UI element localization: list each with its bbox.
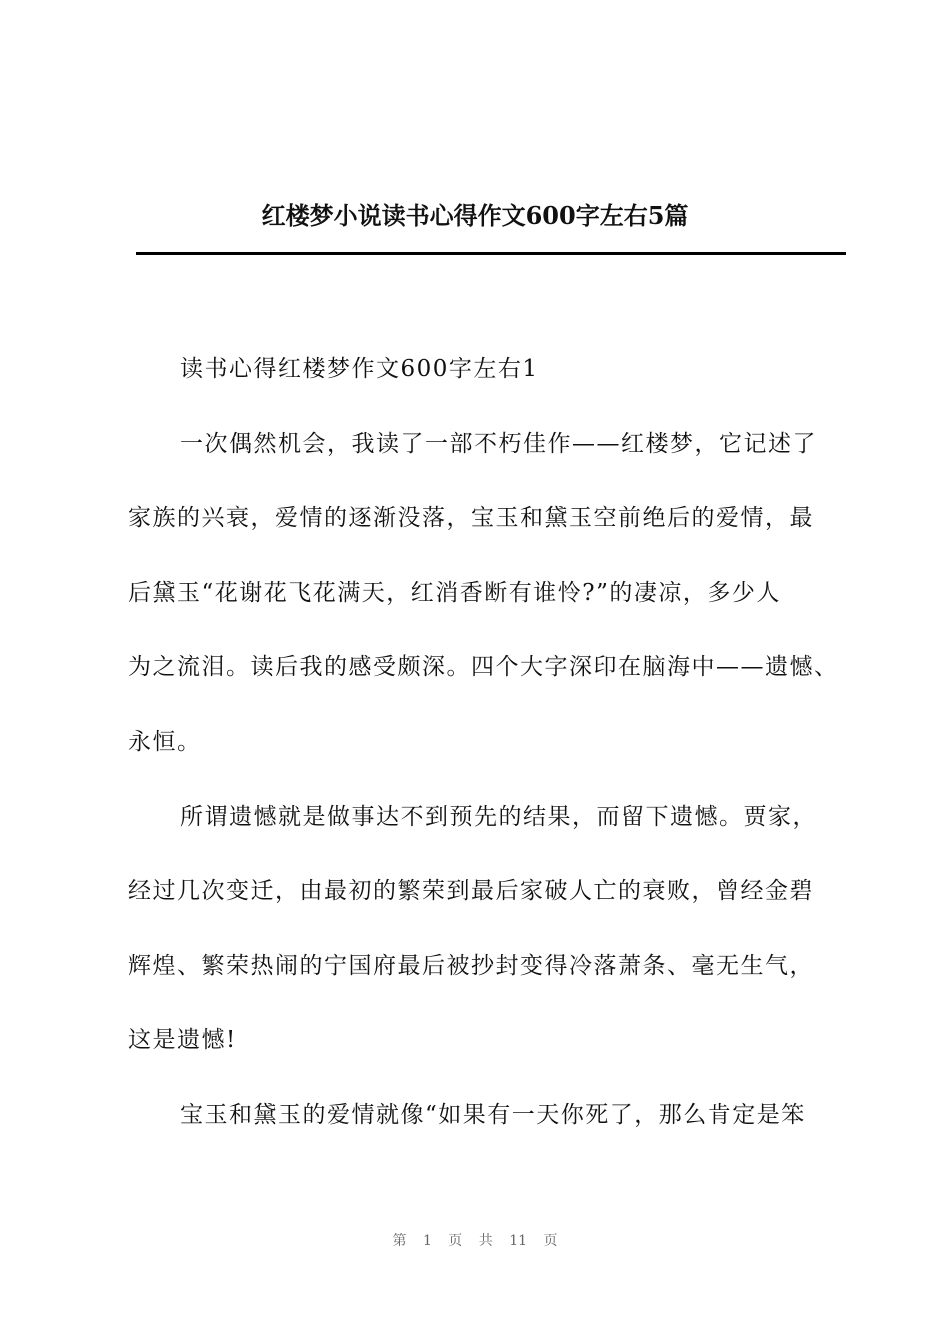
page-number-footer: 第 1 页 共 11 页 (392, 1233, 558, 1249)
paragraph-line: 经过几次变迁，由最初的繁荣到最后家破人亡的衰败，曾经金碧 (128, 878, 814, 905)
paragraph-line: 这是遗憾! (128, 1027, 237, 1054)
paragraph-line: 后黛玉“花谢花飞花满天，红消香断有谁怜?”的凄凉，多少人 (128, 579, 781, 606)
paragraph-line: 为之流泪。读后我的感受颇深。四个大字深印在脑海中——遗憾、 (128, 654, 839, 681)
paragraph-line: 辉煌、繁荣热闹的宁国府最后被抄封变得冷落萧条、毫无生气， (128, 952, 814, 979)
paragraph-line: 家族的兴衰，爱情的逐渐没落，宝玉和黛玉空前绝后的爱情，最 (128, 505, 814, 532)
paragraph-line: 永恒。 (128, 728, 202, 755)
document-body (128, 350, 858, 1171)
document-title: 红楼梦小说读书心得作文600字左右5篇 (261, 201, 689, 230)
paragraph-line: 宝玉和黛玉的爱情就像“如果有一天你死了，那么肯定是笨 (180, 1101, 806, 1128)
section-heading: 读书心得红楼梦作文600字左右1 (180, 356, 539, 382)
paragraph-line: 所谓遗憾就是做事达不到预先的结果，而留下遗憾。贾家， (180, 803, 817, 830)
title-divider (136, 252, 846, 255)
paragraph-line: 一次偶然机会，我读了一部不朽佳作——红楼梦，它记述了 (180, 430, 817, 457)
